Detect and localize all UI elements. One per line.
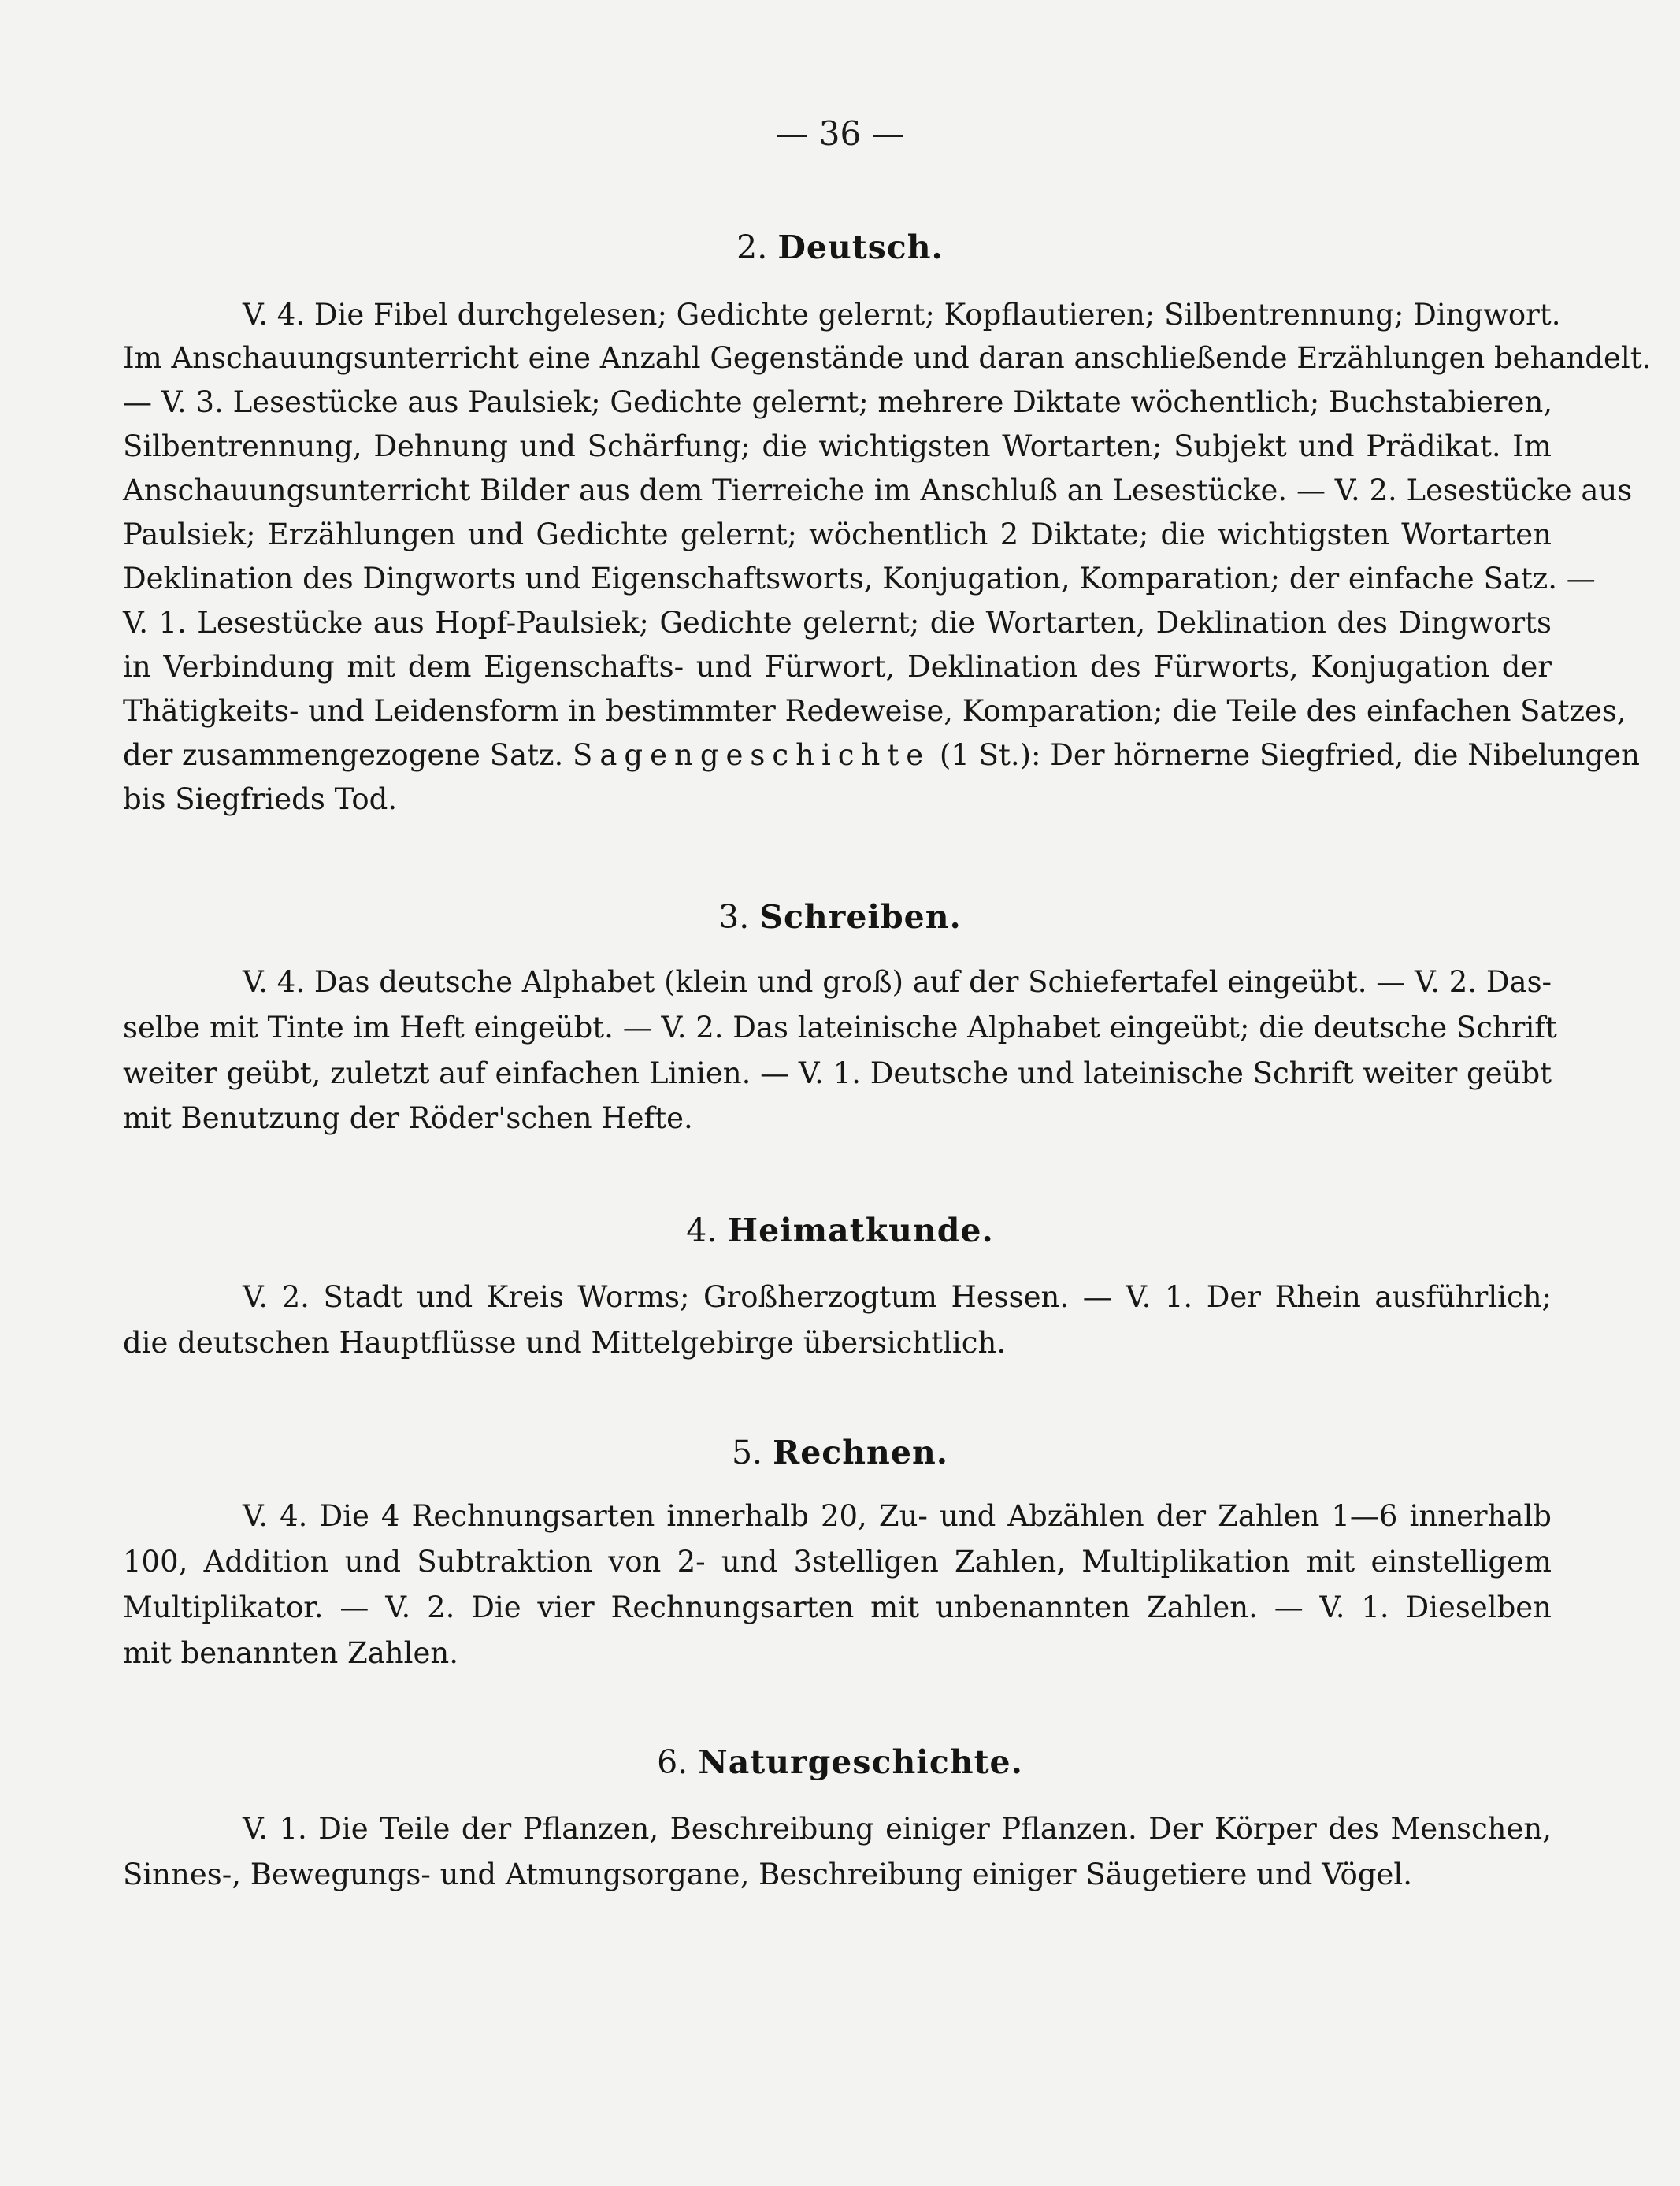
text-line: V. 1. Lesestücke aus Hopf-Paulsiek; Gedichte gelernt; die Wortarten, Deklination des Dingworts — [123, 606, 1552, 640]
text-line: Sinnes-, Bewegungs- und Atmungsorgane, Beschreibung einiger Säugetiere und Vögel. — [123, 1858, 1412, 1891]
section-name: Deutsch. — [777, 228, 944, 266]
section-name: Schreiben. — [759, 898, 962, 936]
section-title-naturgeschichte — [0, 1743, 1680, 1781]
text-line: V. 4. Das deutsche Alphabet (klein und groß) auf der Schiefertafel eingeübt. — V. 2. Das- — [243, 965, 1552, 999]
text-line: V. 4. Die 4 Rechnungsarten innerhalb 20, Zu- und Abzählen der Zahlen 1—6 innerhalb — [243, 1499, 1552, 1533]
text-line: weiter geübt, zuletzt auf einfachen Linien. — V. 1. Deutsche und lateinische Schrift weiter geübt — [123, 1056, 1552, 1090]
text-line: 100, Addition und Subtraktion von 2- und 3stelligen Zahlen, Multiplikation mit einstelligem — [123, 1545, 1552, 1579]
text-fragment: (1 St.): Der hörnerne Siegfried, die Nibelungen — [939, 738, 1640, 772]
text-line: selbe mit Tinte im Heft eingeübt. — V. 2. Das lateinische Alphabet eingeübt; die deutsche Schrift — [123, 1011, 1557, 1045]
section-title-schreiben — [0, 898, 1680, 936]
text-line: Deklination des Dingworts und Eigenschaftsworts, Konjugation, Komparation; der einfache Satz. — — [123, 562, 1596, 596]
section-name: Heimatkunde. — [727, 1212, 994, 1249]
page-number: — 36 — — [775, 114, 905, 153]
text-line: in Verbindung mit dem Eigenschafts- und Fürwort, Deklination des Fürworts, Konjugation der — [123, 650, 1552, 684]
text-line: mit Benutzung der Röder'schen Hefte. — [123, 1101, 693, 1135]
text-line: Multiplikator. — V. 2. Die vier Rechnungsarten mit unbenannten Zahlen. — V. 1. Dieselben — [123, 1590, 1552, 1624]
section-number: 3. — [718, 898, 750, 936]
text-line: Silbentrennung, Dehnung und Schärfung; die wichtigsten Wortarten; Subjekt und Prädikat. Im — [123, 429, 1552, 463]
section-name: Naturgeschichte. — [698, 1743, 1023, 1781]
text-line: V. 2. Stadt und Kreis Worms; Großherzogtum Hessen. — V. 1. Der Rhein ausführlich; — [243, 1280, 1552, 1314]
section-number: 6. — [657, 1743, 688, 1781]
section-title-rechnen — [0, 1434, 1680, 1472]
text-line — [123, 736, 1640, 775]
text-line: Anschauungsunterricht Bilder aus dem Tierreiche im Anschluß an Lesestücke. — V. 2. Lesestücke aus — [123, 473, 1633, 507]
section-number: 2. — [736, 228, 768, 266]
text-line: mit benannten Zahlen. — [123, 1636, 458, 1670]
text-fragment: der zusammengezogene Satz. — [123, 738, 564, 772]
text-line: V. 1. Die Teile der Pflanzen, Beschreibung einiger Pflanzen. Der Körper des Menschen, — [243, 1812, 1552, 1846]
text-line: — V. 3. Lesestücke aus Paulsiek; Gedichte gelernt; mehrere Diktate wöchentlich; Buchstabieren, — [123, 385, 1553, 419]
section-number: 5. — [731, 1434, 763, 1472]
text-line: Thätigkeits- und Leidensform in bestimmter Redeweise, Komparation; die Teile des einfachen Satzes, — [123, 694, 1626, 728]
text-line: bis Siegfrieds Tod. — [123, 782, 398, 816]
section-name: Rechnen. — [773, 1434, 949, 1472]
text-line: V. 4. Die Fibel durchgelesen; Gedichte gelernt; Kopflautieren; Silbentrennung; Dingwort. — [243, 298, 1561, 332]
section-title-heimatkunde — [0, 1212, 1680, 1249]
section-number: 4. — [686, 1212, 718, 1249]
section-title-deutsch — [0, 228, 1680, 266]
text-line: Paulsiek; Erzählungen und Gedichte gelernt; wöchentlich 2 Diktate; die wichtigsten Wortarten — [123, 518, 1552, 551]
text-fragment-spaced: Sagengeschichte — [573, 738, 931, 772]
text-line: Im Anschauungsunterricht eine Anzahl Gegenstände und daran anschließende Erzählungen behandelt. — [123, 341, 1652, 375]
text-line: die deutschen Hauptflüsse und Mittelgebirge übersichtlich. — [123, 1326, 1007, 1360]
